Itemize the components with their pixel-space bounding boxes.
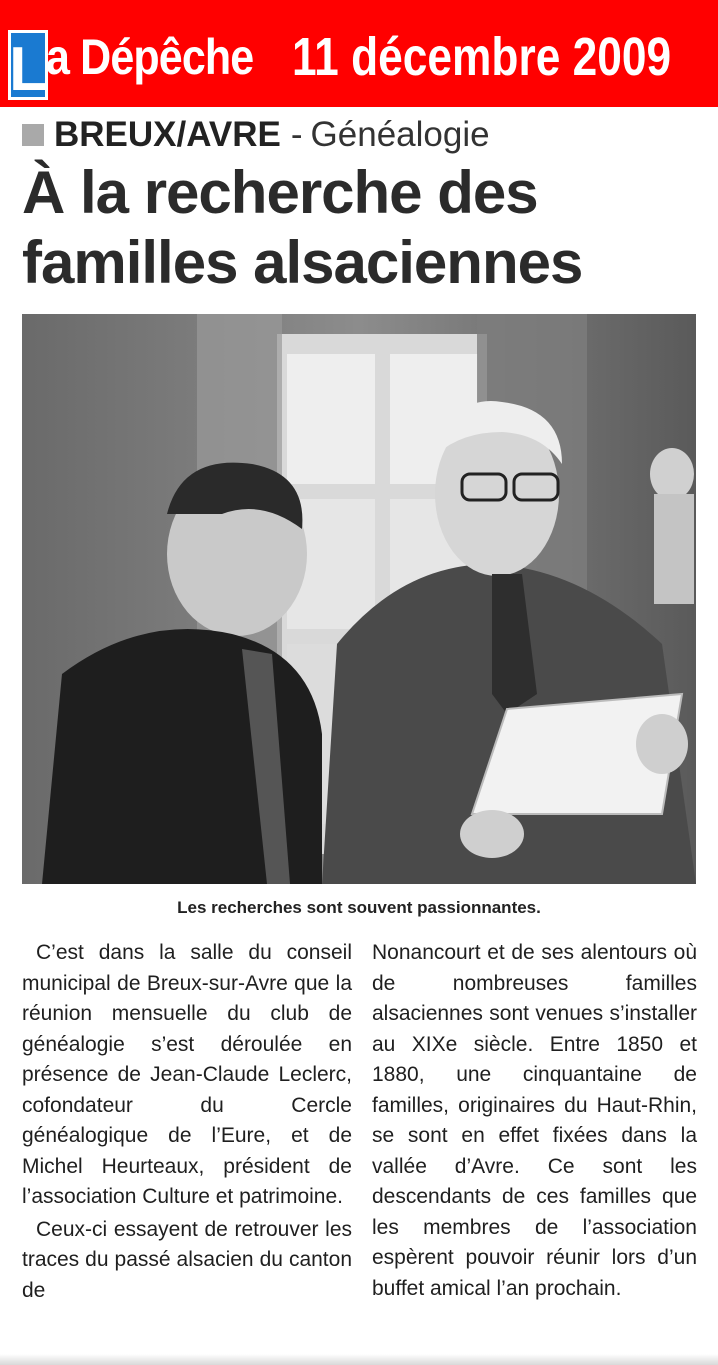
article-rubric [22, 112, 490, 158]
newspaper-name: a Dépêche [46, 29, 254, 85]
rubric-separator: - [290, 115, 303, 154]
rubric-square-icon [22, 124, 44, 146]
article-column-right [372, 938, 697, 1304]
headline-line-2: familles alsaciennes [22, 229, 583, 296]
publication-date: 11 décembre 2009 [292, 27, 672, 87]
article-paragraph-2-start: Ceux-ci essayent de retrouver les traces du passé alsacien du canton de [22, 1217, 352, 1302]
article-column-left [22, 938, 352, 1306]
article-paragraph-2-continued: Nonancourt et de ses alentours où de nombreuses familles alsaciennes sont venues s’installer au XIXe siècle. Entre 1850 et 1880, une cinquantaine de familles, originaires du Haut-Rhin, se sont en effet fixées dans la vallée d’Avre. Ce sont les descendants de ces familles que les membres de l’association espèrent pouvoir réunir lors d’un buffet amical l’an prochain. [372, 941, 697, 1300]
logo-letter: L [9, 35, 47, 100]
rubric-topic: Généalogie [310, 115, 490, 154]
article-paragraph-1: C’est dans la salle du conseil municipal de Breux-sur-Avre que la réunion mensuelle du club de généalogie s’est déroulée en présence de Jean-Claude Leclerc, cofondateur du Cercle généalogique de l’Eure, et de Michel Heurteaux, président de l’association Culture et patrimoine. [22, 941, 352, 1208]
article-photo [22, 314, 696, 884]
page-bottom-edge [0, 1354, 718, 1365]
rubric-place: BREUX/AVRE [54, 115, 281, 154]
photo-illustration-icon [22, 314, 696, 884]
photo-caption: Les recherches sont souvent passionnantes. [177, 898, 541, 917]
headline-line-1: À la recherche des [22, 159, 538, 226]
article-headline [22, 158, 712, 298]
newspaper-banner [0, 0, 718, 107]
newspaper-logo-icon [8, 30, 48, 100]
